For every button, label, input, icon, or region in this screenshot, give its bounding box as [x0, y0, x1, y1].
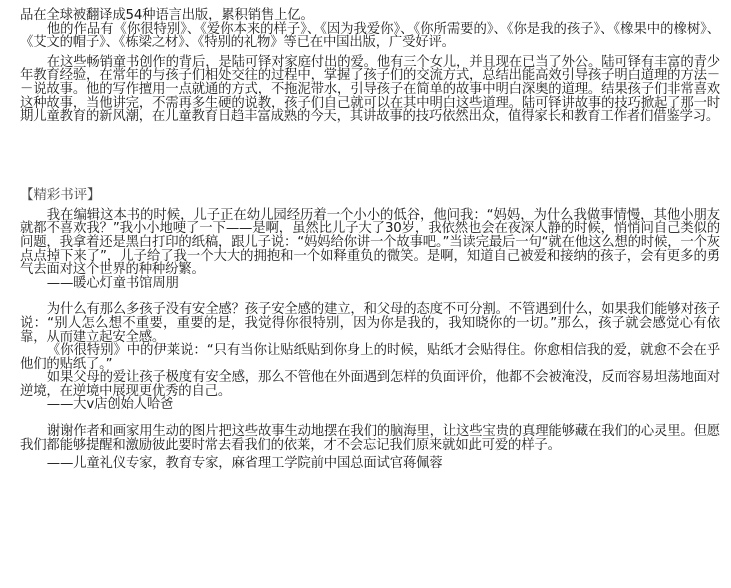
document-page — [20, 0, 720, 588]
intro-works-paragraph: 他的作品有《你很特别》、《爱你本来的样子》、《因为我爱你》、《你所需要的》、《你是我的孩子》、《橡果中的橡树》、《艾文的帽子》、《栋梁之材》、《特别的礼物》等已在中国出版，广受好评。 — [20, 21, 720, 51]
review-2-text-2: 《你很特别》中的伊莱说：“只有当你让贴纸贴到你身上的时候，贴纸才会贴得住。你愈相信我的爱，就愈不会在乎他们的贴纸了。” — [20, 343, 720, 372]
review-2-text-3: 如果父母的爱让孩子极度有安全感，那么不管他在外面遇到怎样的负面评价，他都不会被淹没，反而容易坦荡地面对逆境，在逆境中展现更优秀的自己。 — [20, 370, 720, 399]
intro-continued-line: 品在全球被翻译成54种语言出版，累积销售上亿。 — [20, 8, 314, 23]
review-2-signature: ——大v店创始人哈爸 — [46, 397, 174, 413]
intro-background-paragraph: 在这些畅销童书创作的背后，是陆可铎对家庭付出的爱。他有三个女儿，并且现在已当了外公。陆可铎有丰富的青少年教育经验，在常年的与孩子们相处交往的过程中，掌握了孩子们的交流方式，总结出能高效引导孩子明白道理的方法－－说故事。他的写作擅用一点就通的方式，不拖泥带水，引导孩子在简单的故事中明白深奥的道理。结果孩子们非常喜欢这种故事，当他讲完，不需再多生硬的说教，孩子们自己就可以在其中明白这些道理。陆可铎讲故事的技巧掀起了那一时期儿童教育的新风潮，在儿童教育日趋丰富成熟的今天，其讲故事的技巧依然出众，值得家长和教育工作者们借鉴学习。 — [20, 54, 720, 125]
section-heading-reviews: 【精彩书评】 — [20, 186, 101, 203]
review-2-text-1: 为什么有那么多孩子没有安全感？孩子安全感的建立，和父母的态度不可分割。不管遇到什么，如果我们能够对孩子说：“别人怎么想不重要，重要的是，我觉得你很特别，因为你是我的，我知晓你的一切。”那么，孩子就会感觉心有依靠，从而建立起安全感。 — [20, 302, 720, 345]
review-1-signature: ——暖心灯童书馆周朋 — [46, 275, 179, 291]
review-1-text: 我在编辑这本书的时候，儿子正在幼儿园经历着一个小小的低谷，他问我：“妈妈，为什么我做事情慢，其他小朋友就都不喜欢我？”我小小地哽了一下——是啊，虽然比儿子大了30岁，我依然也会在夜深人静的时候，悄悄问自己类似的问题，我拿着还是黑白打印的纸稿，跟儿子说：“妈妈给你讲一个故事吧。”当读完最后一句“就在他这么想的时候，一个灰点点掉下来了”，儿子给了我一个大大的拥抱和一个如释重负的微笑。是啊，知道自己被爱和接纳的孩子，会有更多的勇气去面对这个世界的种种纷繁。 — [20, 207, 720, 278]
review-3-text: 谢谢作者和画家用生动的图片把这些故事生动地摆在我们的脑海里，让这些宝贵的真理能够藏在我们的心灵里。但愿我们都能够提醒和激励彼此要时常去看我们的依莱，才不会忘记我们原来就如此可爱的样子。 — [20, 424, 720, 453]
review-3-signature: ——儿童礼仪专家，教育专家，麻省理工学院前中国总面试官蒋佩蓉 — [46, 456, 443, 472]
